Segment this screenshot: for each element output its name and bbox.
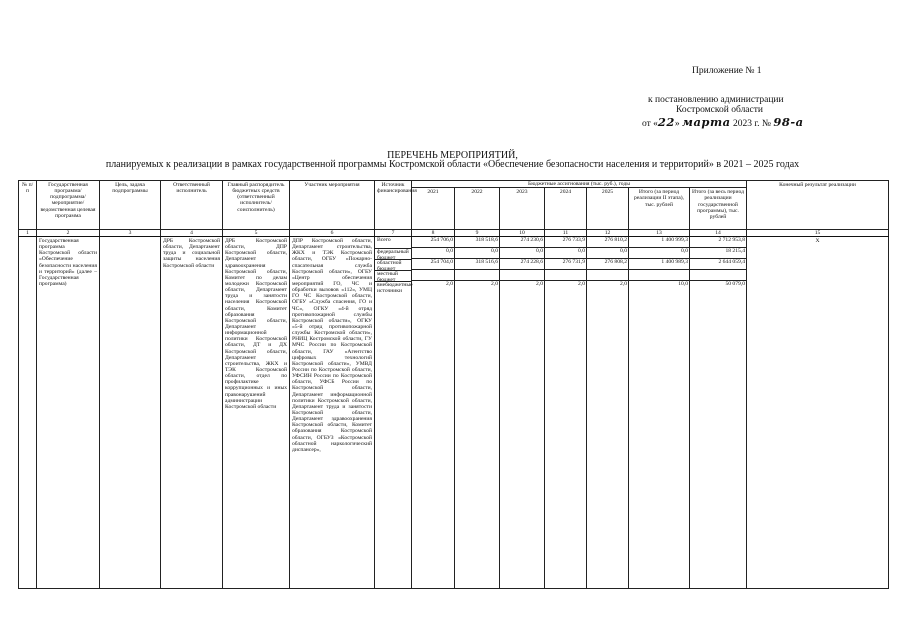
date-mid: » (674, 119, 683, 129)
header-2025: 2025 (587, 188, 629, 230)
col-number: 2 (37, 230, 100, 237)
value-2021-regional: 254 704,0 (412, 259, 454, 270)
value-total-stage-local (629, 270, 689, 281)
value-2025-federal: 0,0 (587, 248, 628, 259)
region-admin-label: Костромской области (676, 105, 763, 115)
source-regional: областной бюджет (375, 260, 411, 271)
header-budget-group: Бюджетные ассигнования (тыс. руб.), годы (412, 181, 747, 188)
source-total: Всего (375, 237, 411, 249)
source-local: местный бюджет (375, 271, 411, 282)
col-number: 4 (161, 230, 223, 237)
col-number: 14 (690, 230, 747, 237)
header-manager: Главный распорядитель бюджетных средств (ответственный исполнитель/ соисполнитель) (223, 181, 290, 230)
header-2024: 2024 (545, 188, 587, 230)
goal-cell (100, 237, 161, 589)
value-total-stage-extrabudget: 10,0 (678, 281, 688, 287)
source-cell (375, 237, 412, 589)
value-total-stage-total: 1 400 999,3 (629, 237, 689, 248)
appendix-label: Приложение № 1 (692, 66, 762, 76)
col-number: 11 (545, 230, 587, 237)
value-total-stage-cell (629, 237, 690, 589)
value-total-stage-federal: 0,0 (629, 248, 689, 259)
value-2024-regional: 276 731,9 (545, 259, 586, 270)
header-total-stage: Итого (за период реализации II этапа), тыс. рублей (629, 188, 690, 230)
value-2023-regional: 274 228,6 (500, 259, 544, 270)
header-goal: Цель, задача подпрограммы (100, 181, 161, 230)
header-no: № п/п (19, 181, 37, 230)
value-2022-regional: 318 516,6 (455, 259, 499, 270)
header-program: Государственная программа/ подпрограмма/ мероприятие/ ведомственная целевая программа (37, 181, 100, 230)
value-2025-total: 276 810,2 (587, 237, 628, 248)
date-year: 2023 г. № (730, 119, 774, 129)
source-federal: федеральный бюджет (375, 249, 411, 260)
header-2021: 2021 (412, 188, 455, 230)
col-number: 1 (19, 230, 37, 237)
value-2021-total: 254 706,0 (412, 237, 454, 248)
value-2024-cell (545, 237, 587, 589)
resolution-number-handwritten: 98-а (773, 115, 804, 129)
value-total-stage-regional: 1 400 989,3 (629, 259, 689, 270)
executor-cell: ДРБ Костромской области, Департамент труда и социальной защиты населения Костромской области (161, 237, 223, 589)
table-header-row (19, 181, 889, 188)
col-number: 7 (375, 230, 412, 237)
date-prefix: от « (642, 119, 658, 129)
value-2021-federal: 0,0 (412, 248, 454, 259)
value-2022-local (455, 270, 499, 281)
col-number: 8 (412, 230, 455, 237)
value-2024-extrabudget: 2,0 (578, 281, 585, 287)
value-total-all-cell (690, 237, 747, 589)
col-number: 13 (629, 230, 690, 237)
col-number: 10 (500, 230, 545, 237)
value-2025-local (587, 270, 628, 281)
value-2023-extrabudget: 2,0 (536, 281, 543, 287)
participants-cell: ДПР Костромской области, Департамент строительства, ЖКХ и ТЭК Костромской области, ОГБУ «Пожарно-спасательная служба Костромской области», ОГБУ «Центр обеспечения мероприятий ГО, ЧС и обработки вызовов «112», УМЦ ГО ЧС Костромской области, ОГБУ «Служба спасения, ГО и ЧС», ОГКУ «4-й отряд противопожарной службы Костромской области», ОГКУ «5-й отряд противопожарной службы Костромской области», РНИЦ Костромской области, ГУ МЧС России по Костромской области, ГАУ «Агентство цифровых технологий Костромской области», УМВД России по Костромской области, УФСИН России по Костромской области, УФСБ России по Костромской области, Департамент информационной политики Костромской области, Департамент труда и занятости Костромской области, Департамент здравоохранения Костромской области, Комитет образования Костромской области, ОГБУЗ «Костромской областной наркологический диспансер», (290, 237, 375, 589)
value-total-all-federal: 18 215,4 (690, 248, 746, 259)
col-number: 3 (100, 230, 161, 237)
header-source: Источник финансирования (375, 181, 412, 230)
value-2025-regional: 276 808,2 (587, 259, 628, 270)
value-2022-extrabudget: 2,0 (491, 281, 498, 287)
value-total-all-extrabudget: 50 079,0 (725, 281, 746, 287)
to-resolution-label: к постановлению администрации (648, 95, 784, 105)
value-total-all-total: 2 712 953,8 (690, 237, 746, 248)
date-month-handwritten: марта (682, 115, 731, 129)
header-executor: Ответственный исполнитель (161, 181, 223, 230)
value-2024-total: 276 733,9 (545, 237, 586, 248)
result-cell: Х (747, 237, 889, 589)
value-2022-federal: 0,0 (455, 248, 499, 259)
document-subtitle: планируемых к реализации в рамках государственной программы Костромской области «Обеспечение безопасности населения и территорий» в 2021 – 2025 годах (105, 159, 800, 170)
value-2021-cell (412, 237, 455, 589)
header-participants: Участник мероприятия (290, 181, 375, 230)
value-total-all-regional: 2 644 059,4 (690, 259, 746, 270)
value-2025-cell (587, 237, 629, 589)
resolution-date-line (642, 115, 804, 129)
row-number-cell (19, 237, 37, 589)
value-2022-total: 318 518,6 (455, 237, 499, 248)
value-2023-cell (500, 237, 545, 589)
col-number: 12 (587, 230, 629, 237)
value-2025-extrabudget: 2,0 (620, 281, 627, 287)
value-2023-federal: 0,0 (500, 248, 544, 259)
col-number: 9 (455, 230, 500, 237)
table-row (19, 237, 889, 589)
program-name-cell: Государственная программа Костромской области «Обеспечение безопасности населения и территорий» (далее – Государственная программа) (37, 237, 100, 589)
value-total-all-local (690, 270, 746, 281)
value-2024-local (545, 270, 586, 281)
col-number: 15 (747, 230, 889, 237)
value-2023-local (500, 270, 544, 281)
value-2023-total: 274 230,6 (500, 237, 544, 248)
measures-table (18, 180, 889, 589)
value-2021-local (412, 270, 454, 281)
header-total-all: Итого (за весь период реализации государственной программы), тыс. рублей (690, 188, 747, 230)
manager-cell: ДРБ Костромской области, ДПР Костромской области, Департамент здравоохранения Костромской области, Комитет по делам молодежи Костромской области, Департамент труда и занятости населения Костромской области, Комитет образования Костромской области, Департамент информационной политики Костромской области, ДТ и ДХ Костромской области, Департамент строительства, ЖКХ и ТЭК Костромской области, отдел по профилактике коррупционных и иных правонарушений администрации Костромской области (223, 237, 290, 589)
header-2022: 2022 (455, 188, 500, 230)
value-2021-extrabudget: 2,0 (446, 281, 453, 287)
value-2024-federal: 0,0 (545, 248, 586, 259)
header-2023: 2023 (500, 188, 545, 230)
column-number-row (19, 230, 889, 237)
value-2022-cell (455, 237, 500, 589)
date-day-handwritten: 22 (657, 115, 675, 129)
header-result: Конечный результат реализации (747, 181, 889, 230)
document-title: ПЕРЕЧЕНЬ МЕРОПРИЯТИЙ, (387, 150, 518, 161)
col-number: 6 (290, 230, 375, 237)
source-extrabudget: внебюджетные источники (377, 282, 413, 295)
col-number: 5 (223, 230, 290, 237)
